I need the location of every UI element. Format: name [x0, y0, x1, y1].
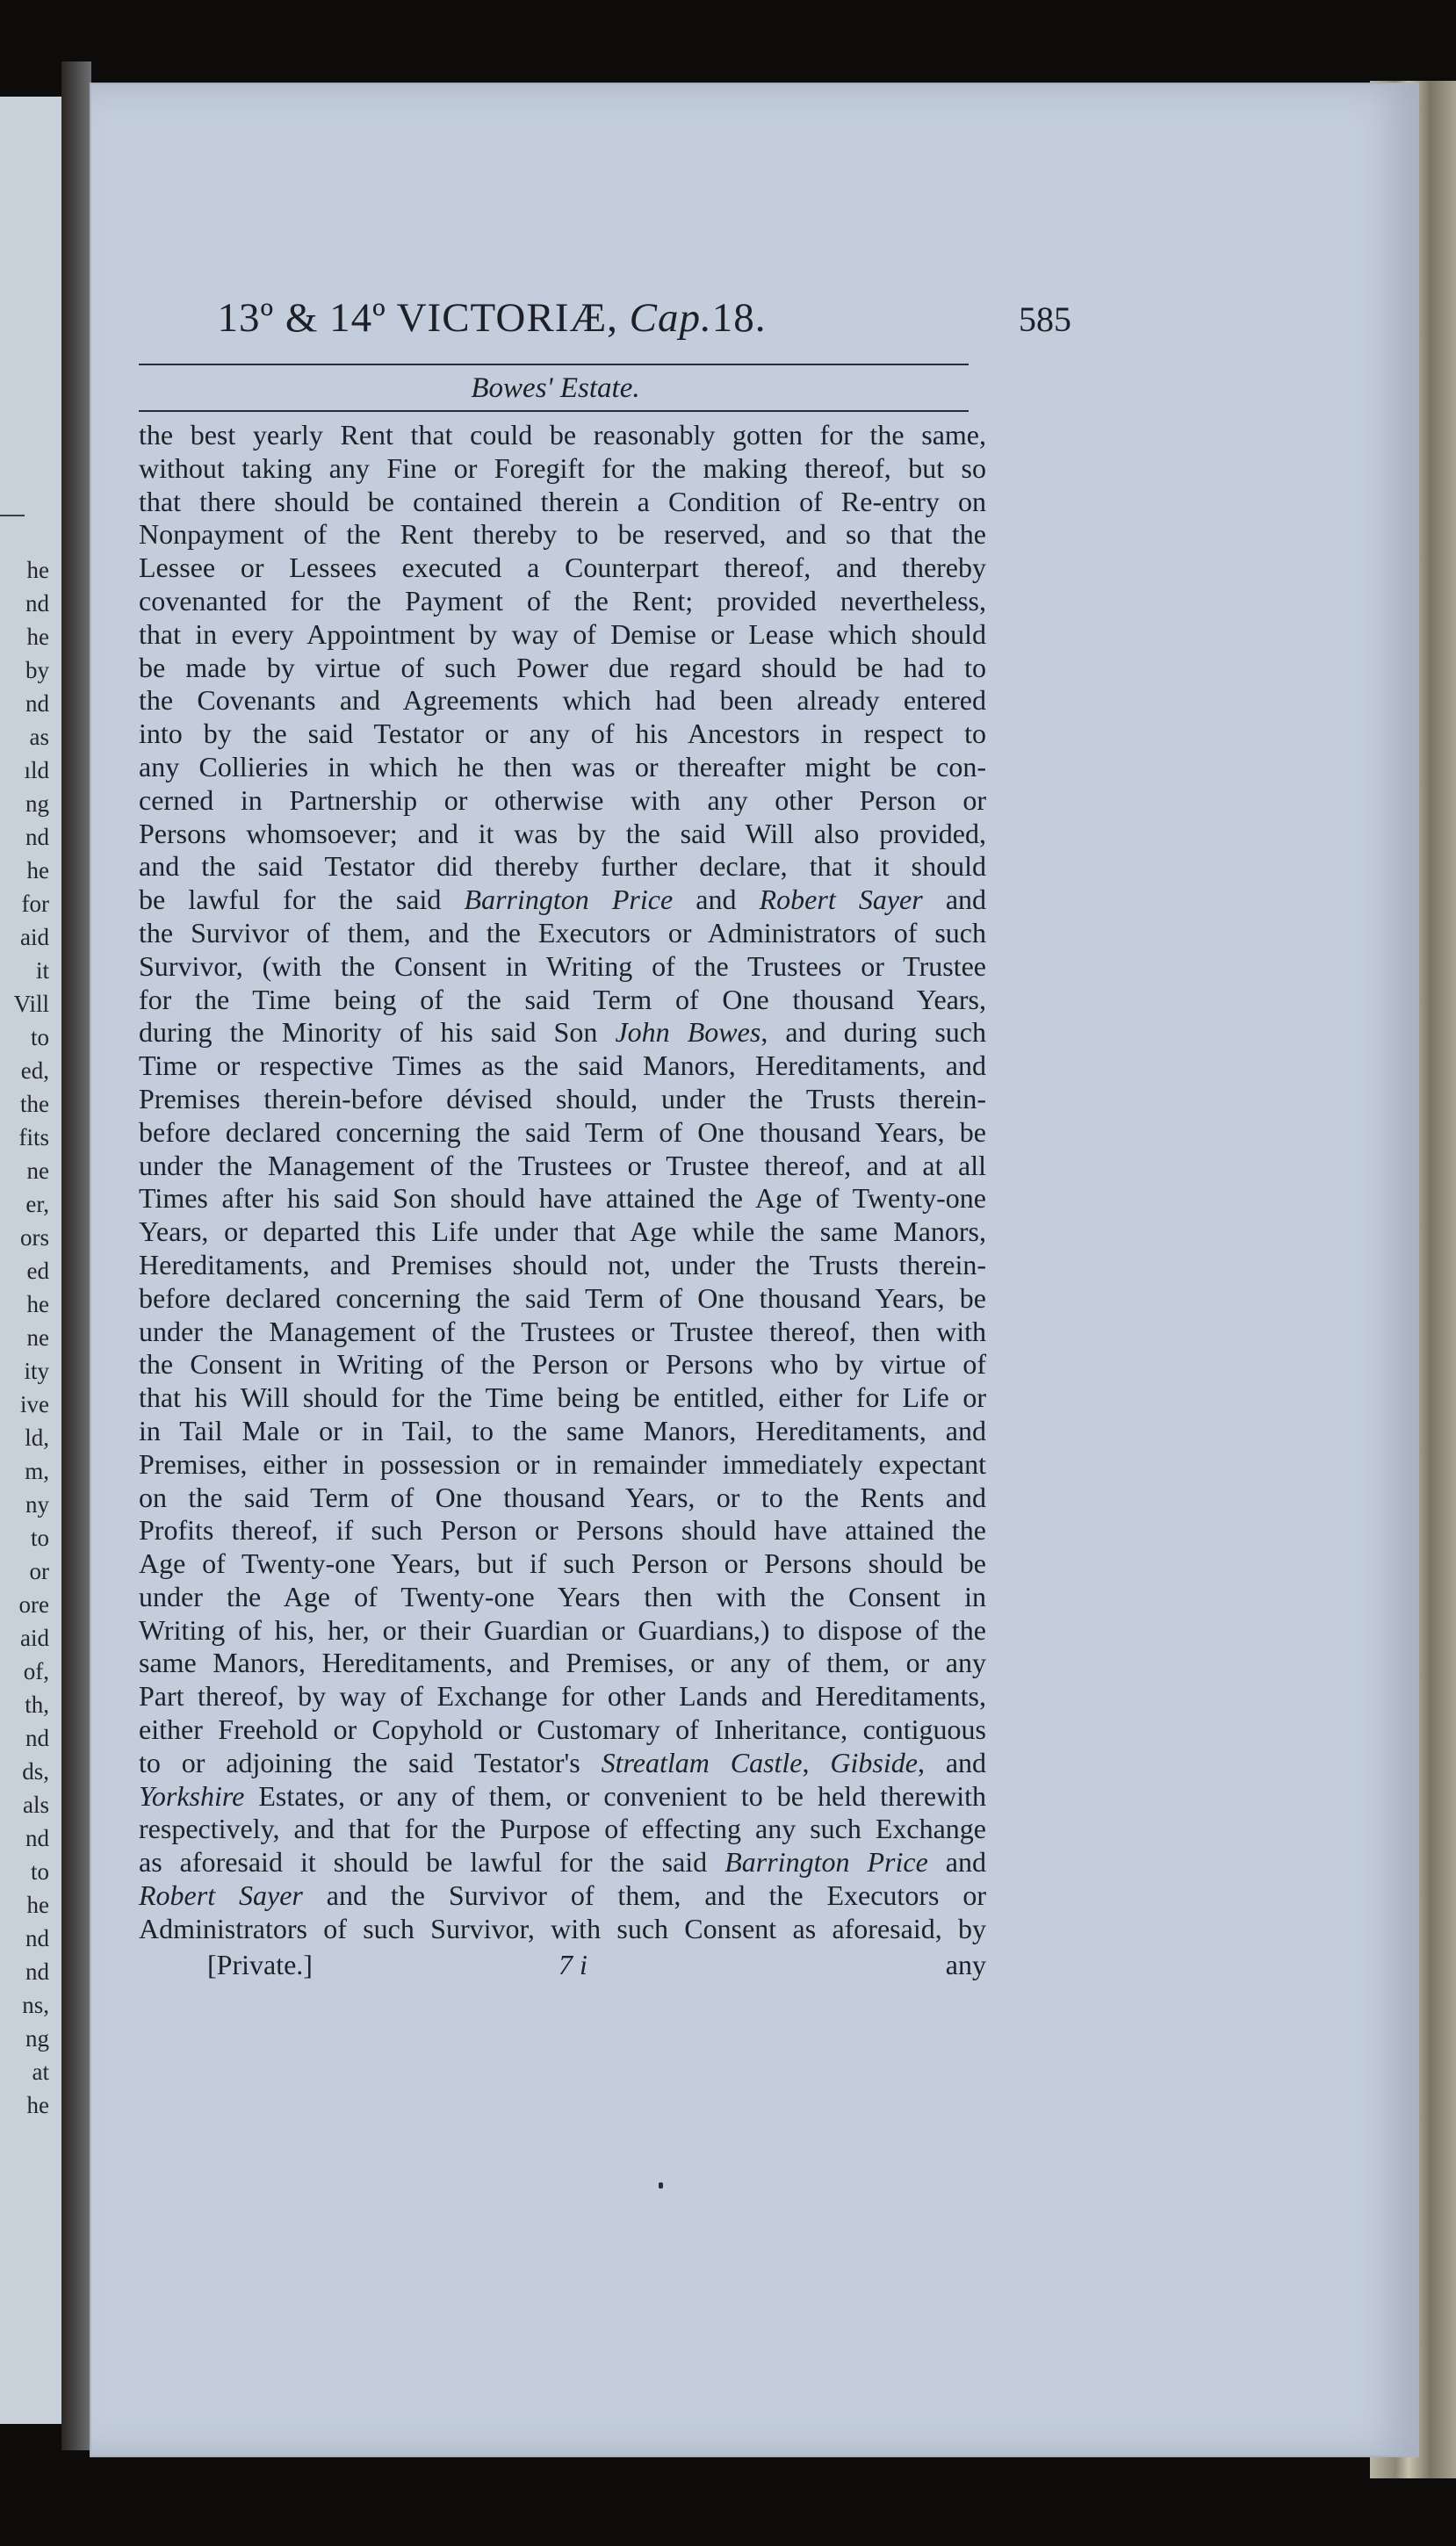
text-run: Estates, or any of them, or convenient to be held therewith [244, 1779, 986, 1812]
text-line [139, 1614, 986, 1648]
text-run: the Consent in Writing of the Person or Persons who by virtue of [139, 1348, 986, 1381]
text-line [139, 1747, 986, 1780]
previous-page-fragment: ns, [22, 1992, 49, 2018]
text-run: as aforesaid it should be lawful for the said [139, 1846, 725, 1879]
text-run: Profits thereof, if such Person or Persons should have attained the [139, 1514, 986, 1547]
previous-page-fragment: ny [25, 1491, 49, 1518]
text-run: cerned in Partnership or otherwise with any other Person or [139, 783, 986, 816]
text-line [139, 1016, 986, 1049]
header-rule-top [139, 364, 969, 365]
text-run: Age of Twenty-one Years, but if such Person or Persons should be [139, 1547, 986, 1580]
text-run: that in every Appointment by way of Demise or Lease which should [139, 617, 986, 650]
text-line [139, 1083, 986, 1116]
text-run: that there should be contained therein a Condition of Re-entry on [139, 485, 986, 517]
previous-page-fragment: he [26, 1291, 49, 1317]
text-line [139, 1680, 986, 1713]
previous-page-fragment: nd [25, 1825, 49, 1851]
text-line [139, 1879, 986, 1913]
text-run: either Freehold or Copyhold or Customary of Inheritance, contiguous [139, 1713, 986, 1746]
text-run: Nonpayment of the Rent thereby to be reserved, and so that the [139, 518, 986, 551]
body-text [139, 419, 986, 1946]
previous-page-fragment: as [29, 724, 49, 750]
text-line [139, 718, 986, 751]
text-line [139, 452, 986, 486]
text-run: Hereditaments, and Premises should not, under the Trusts therein- [139, 1248, 986, 1280]
text-run: under the Age of Twenty-one Years then with the Consent in [139, 1580, 986, 1612]
private-label: [Private.] [207, 1949, 313, 1980]
text-run: Persons whomsoever; and it was by the said Will also provided, [139, 817, 986, 849]
previous-page-fragment: ng [25, 2025, 49, 2052]
text-run: the best yearly Rent that could be reasonably gotten for the same, [139, 419, 986, 451]
text-run: Years, or departed this Life under that Age while the same Manors, [139, 1215, 986, 1248]
previous-page-fragment: ore [18, 1591, 49, 1618]
italic-name: Yorkshire [139, 1779, 245, 1812]
title-prefix: 13º & 14º VICTORIÆ, [217, 295, 618, 341]
text-line [139, 1150, 986, 1183]
text-run: under the Management of the Trustees or Trustee thereof, then with [139, 1315, 986, 1347]
previous-page-fragment: fits [18, 1124, 49, 1150]
text-run: any Collieries in which he then was or thereafter might be con- [139, 750, 986, 783]
italic-name: Streatlam Castle [601, 1746, 803, 1778]
paper-speck [659, 2182, 663, 2189]
text-run: Times after his said Son should have attained the Age of Twenty-one [139, 1182, 986, 1215]
page-number: 585 [1019, 299, 1071, 339]
text-line [139, 585, 986, 618]
text-line [139, 1316, 986, 1349]
text-run: Time or respective Times as the said Manors, Hereditaments, and [139, 1049, 986, 1082]
text-run: Administrators of such Survivor, with such Consent as aforesaid, by [139, 1912, 986, 1944]
previous-page-fragment: he [26, 557, 49, 583]
previous-page-fragment: ld, [25, 1424, 49, 1451]
text-line [139, 984, 986, 1017]
text-run: during the Minority of his said Son [139, 1016, 616, 1049]
text-line [139, 652, 986, 685]
previous-page-fragment: nd [25, 824, 49, 850]
previous-page-edge [0, 97, 70, 2424]
text-run: Premises therein-before dévised should, under the Trusts therein- [139, 1082, 986, 1114]
text-line [139, 1182, 986, 1215]
text-line [139, 1713, 986, 1747]
previous-page-fragment: ıld [24, 757, 49, 783]
text-run: Writing of his, her, or their Guardian or Guardians,) to dispose of the [139, 1613, 986, 1646]
text-line [139, 618, 986, 652]
header-rule-bottom [139, 410, 969, 412]
text-line [139, 486, 986, 519]
text-line [139, 1482, 986, 1515]
page-footer [207, 1949, 986, 1984]
previous-page-fragment: nd [25, 690, 49, 717]
italic-name: Gibside [830, 1746, 918, 1778]
signature-mark: 7 i [559, 1949, 587, 1980]
text-run: on the said Term of One thousand Years, or to the Rents and [139, 1481, 986, 1513]
previous-page-fragment: of, [23, 1658, 49, 1684]
text-line [139, 751, 986, 784]
text-line [139, 518, 986, 552]
italic-name: Barrington Price [724, 1846, 928, 1879]
text-line [139, 1215, 986, 1249]
previous-page-fragment: nd [25, 1725, 49, 1751]
italic-name: Robert Sayer [139, 1879, 303, 1912]
text-line [139, 818, 986, 851]
text-line [139, 1116, 986, 1150]
text-line [139, 1780, 986, 1814]
text-run: the Covenants and Agreements which had been already entered [139, 684, 986, 717]
previous-page-fragment: at [32, 2059, 49, 2085]
title-cap: Cap. [629, 295, 712, 341]
text-run: and the Survivor of them, and the Executors or [302, 1879, 987, 1912]
text-line [139, 950, 986, 984]
running-title [123, 294, 861, 342]
text-line [139, 1581, 986, 1614]
previous-page-fragment: aid [20, 1625, 49, 1651]
text-line [139, 419, 986, 452]
previous-page-fragment: Vill [13, 991, 49, 1017]
text-run: covenanted for the Payment of the Rent; provided nevertheless, [139, 584, 986, 617]
previous-page-text-fragments [0, 553, 53, 2122]
previous-page-fragment: to [30, 1525, 49, 1551]
text-line [139, 1282, 986, 1316]
text-run: and the said Testator did thereby further declare, that it should [139, 850, 986, 883]
text-run: same Manors, Hereditaments, and Premises, or any of them, or any [139, 1647, 986, 1679]
previous-page-fragment: m, [25, 1458, 49, 1484]
text-run: that his Will should for the Time being be entitled, either for Life or [139, 1381, 986, 1414]
previous-page-fragment: ng [25, 790, 49, 817]
previous-page-fragment: nd [25, 1925, 49, 1951]
text-run: Part thereof, by way of Exchange for other Lands and Hereditaments, [139, 1680, 986, 1713]
text-line [139, 917, 986, 950]
previous-page-fragment: ed [26, 1258, 49, 1284]
previous-page-fragment: nd [25, 590, 49, 617]
previous-page-fragment: aid [20, 924, 49, 950]
previous-page-fragment: als [23, 1792, 49, 1818]
previous-page-fragment: by [25, 657, 49, 683]
text-run: be lawful for the said [139, 884, 465, 916]
book-gutter [61, 61, 91, 2450]
text-run: under the Management of the Trustees or Trustee thereof, and at all [139, 1149, 986, 1181]
text-run: be made by virtue of such Power due regard should be had to [139, 651, 986, 683]
previous-page-fragment: he [26, 624, 49, 650]
text-run: before declared concerning the said Term of One thousand Years, be [139, 1281, 986, 1314]
previous-page-fragment: the [20, 1091, 49, 1117]
text-run: and [927, 1846, 987, 1879]
text-line [139, 1415, 986, 1448]
text-line [139, 1547, 986, 1581]
previous-page-fragment: er, [25, 1191, 49, 1217]
text-run: the Survivor of them, and the Executors or Administrators of such [139, 916, 986, 948]
text-line [139, 1249, 986, 1282]
text-line [139, 552, 986, 585]
text-line [139, 850, 986, 884]
text-line [139, 1448, 986, 1482]
previous-page-fragment: ors [20, 1224, 49, 1251]
previous-page-fragment: ity [24, 1358, 49, 1384]
italic-name: Robert Sayer [759, 884, 923, 916]
text-line [139, 1813, 986, 1846]
previous-page-fragment: to [30, 1024, 49, 1050]
text-line [139, 1381, 986, 1415]
previous-page-fragment: ne [26, 1324, 49, 1351]
previous-page-fragment: to [30, 1858, 49, 1885]
text-run: Lessee or Lessees executed a Counterpart thereof, and thereby [139, 552, 986, 584]
text-run: to or adjoining the said Testator's [139, 1746, 602, 1778]
previous-page-fragment: ive [20, 1391, 49, 1417]
text-line [139, 1348, 986, 1381]
text-run: , [802, 1746, 831, 1778]
previous-page-rule [0, 515, 25, 516]
catchword: any [945, 1949, 986, 1980]
previous-page-fragment: he [26, 2092, 49, 2118]
text-run: before declared concerning the said Term of One thousand Years, be [139, 1115, 986, 1148]
text-line [139, 1647, 986, 1680]
italic-name: John Bowes [615, 1016, 761, 1049]
previous-page-fragment: ds, [22, 1758, 49, 1785]
text-run: Survivor, (with the Consent in Writing of the Trustees or Trustee [139, 949, 986, 982]
text-run: and [922, 884, 987, 916]
previous-page-fragment: he [26, 857, 49, 884]
text-line [139, 1846, 986, 1879]
previous-page-fragment: ne [26, 1158, 49, 1184]
section-subtitle: Bowes' Estate. [471, 372, 640, 404]
previous-page-fragment: ed, [20, 1057, 49, 1084]
text-run: respectively, and that for the Purpose of effecting any such Exchange [139, 1813, 986, 1845]
previous-page-fragment: nd [25, 1958, 49, 1985]
text-run: and [673, 884, 760, 916]
text-run: , and during such [760, 1016, 987, 1049]
title-number: 18. [711, 295, 767, 341]
previous-page-fragment: or [29, 1558, 49, 1584]
text-line [139, 684, 986, 718]
text-run: for the Time being of the said Term of One thousand Years, [139, 983, 986, 1015]
italic-name: Barrington Price [464, 884, 674, 916]
text-line [139, 784, 986, 818]
text-run: into by the said Testator or any of his Ancestors in respect to [139, 718, 986, 750]
text-run: without taking any Fine or Foregift for the making thereof, but so [139, 451, 986, 484]
previous-page-fragment: th, [25, 1691, 49, 1718]
text-run: Premises, either in possession or in remainder immediately expectant [139, 1447, 986, 1480]
text-run: in Tail Male or in Tail, to the same Manors, Hereditaments, and [139, 1414, 986, 1446]
previous-page-fragment: he [26, 1892, 49, 1918]
previous-page-fragment: it [35, 957, 49, 984]
text-line [139, 1913, 986, 1946]
text-line [139, 884, 986, 917]
text-run: , and [917, 1746, 987, 1778]
text-line [139, 1514, 986, 1547]
text-line [139, 1049, 986, 1083]
previous-page-fragment: for [21, 891, 49, 917]
